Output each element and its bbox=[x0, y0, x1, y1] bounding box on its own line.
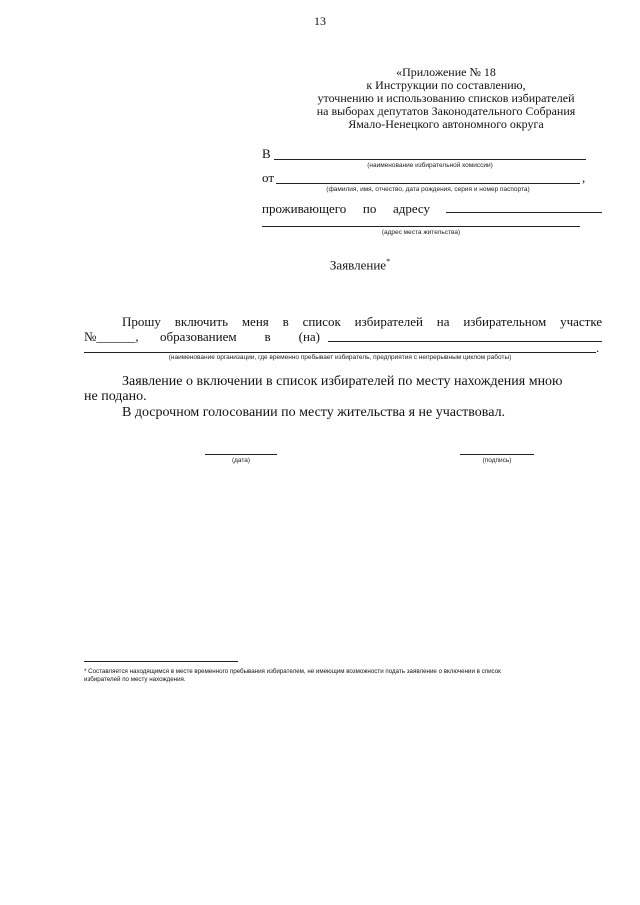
to-label: В bbox=[262, 146, 271, 161]
organization-field-1[interactable] bbox=[328, 341, 602, 342]
appendix-line-1: «Приложение № 18 bbox=[396, 65, 496, 79]
statement-2: В досрочном голосовании по месту жительства я не участвовал. bbox=[122, 405, 506, 420]
document-title: Заявление* bbox=[329, 257, 391, 273]
voter-details-field[interactable] bbox=[276, 183, 580, 184]
footnote bbox=[84, 668, 604, 684]
from-comma: , bbox=[582, 170, 586, 185]
signature-field[interactable] bbox=[460, 454, 534, 455]
commission-caption: (наименование избирательной комиссии) bbox=[367, 162, 493, 169]
from-label: от bbox=[262, 170, 275, 185]
signature-caption: (подпись) bbox=[482, 457, 512, 464]
organization-caption: (наименование организации, где временно пребывает избиратель, предприятия с непрерывным циклом работы) bbox=[168, 354, 512, 361]
voter-details-caption: (фамилия, имя, отчество, дата рождения, серия и номер паспорта) bbox=[326, 186, 530, 193]
appendix-header bbox=[300, 66, 592, 131]
appendix-line-3: уточнению и использованию списков избирателей bbox=[317, 91, 575, 105]
residing-label: проживающего по адресу bbox=[262, 201, 431, 216]
date-field[interactable] bbox=[205, 454, 277, 455]
page-number: 13 bbox=[314, 14, 326, 28]
commission-name-field[interactable] bbox=[274, 159, 586, 160]
footnote-separator bbox=[84, 661, 238, 662]
title-footnote-mark: * bbox=[386, 257, 391, 266]
statement-1-line-1: Заявление о включении в список избирателей по месту нахождения мною bbox=[122, 374, 563, 389]
footnote-line-2: избирателей по месту нахождения. bbox=[84, 676, 186, 683]
address-caption: (адрес места жительства) bbox=[381, 229, 461, 236]
request-line-1: Прошу включить меня в список избирателей на избирательном участке bbox=[122, 314, 603, 329]
address-field-1[interactable] bbox=[446, 212, 602, 213]
organization-field-2[interactable] bbox=[84, 352, 596, 353]
date-caption: (дата) bbox=[231, 457, 251, 464]
statement-1-line-2: не подано. bbox=[84, 389, 147, 404]
precinct-number-field[interactable]: №______, bbox=[84, 329, 139, 344]
appendix-line-5: Ямало-Ненецкого автономного округа bbox=[348, 117, 544, 131]
footnote-line-1: * Составляется находящимся в месте временного пребывания избирателем, не имеющим возможности подать заявление о включении в список bbox=[84, 668, 501, 675]
request-line-2: образованием в (на) bbox=[160, 329, 320, 344]
appendix-line-2: к Инструкции по составлению, bbox=[366, 78, 526, 92]
address-field-2[interactable] bbox=[262, 226, 580, 227]
appendix-line-4: на выборах депутатов Законодательного Собрания bbox=[316, 104, 576, 118]
organization-end-dot: . bbox=[596, 340, 600, 355]
